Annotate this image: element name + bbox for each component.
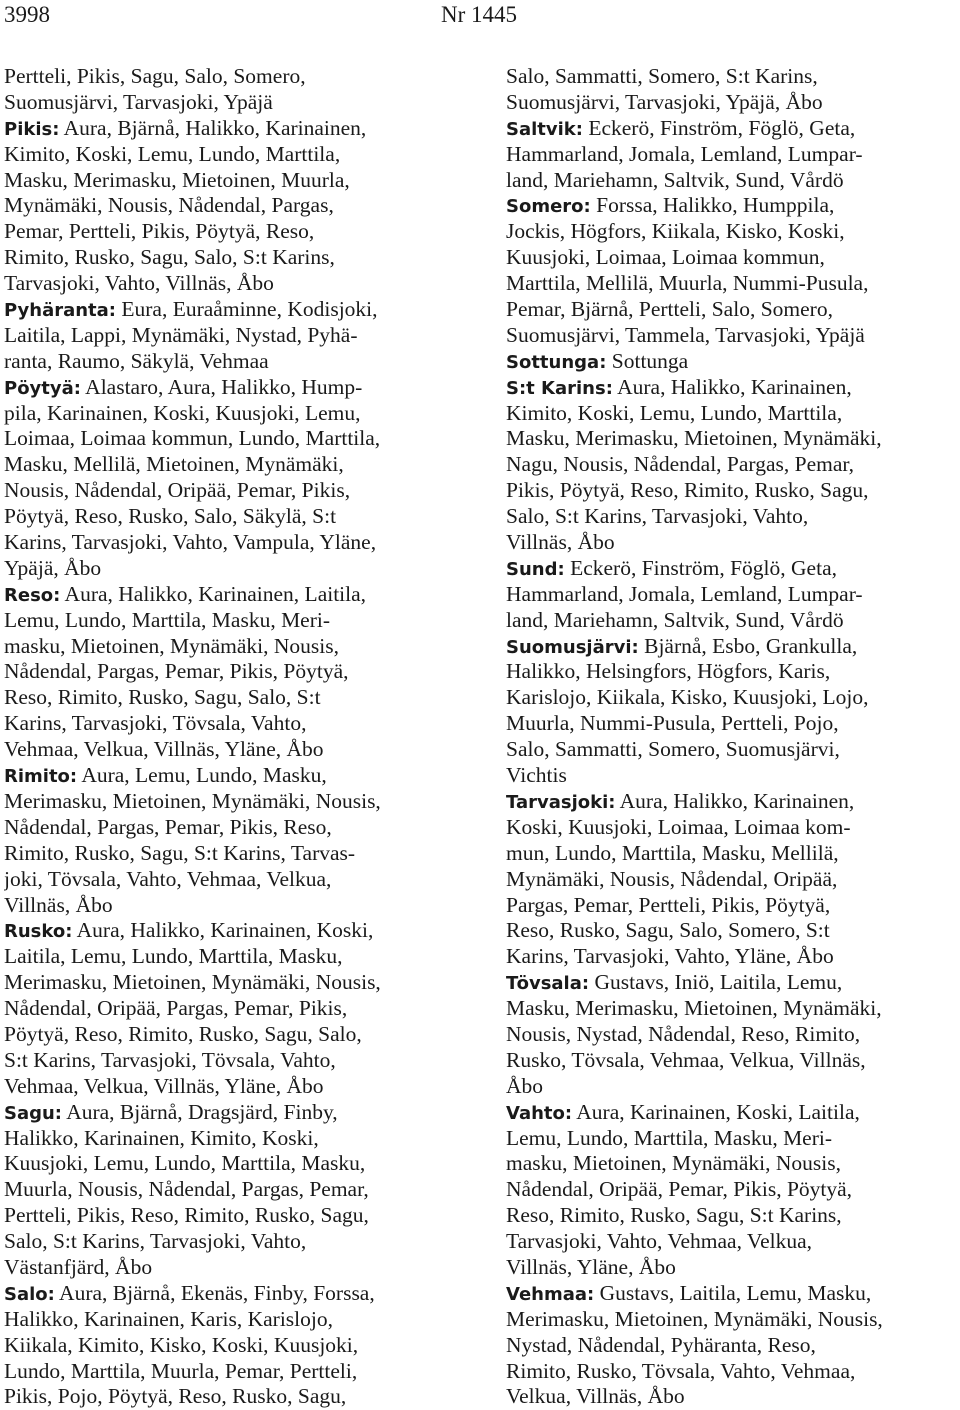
text-line	[4, 1281, 466, 1307]
entry-text: Masku, Merimasku, Mietoinen, Muurla,	[4, 167, 350, 192]
text-line	[4, 401, 466, 427]
entry-text: Velkua, Villnäs, Åbo	[506, 1384, 685, 1409]
entry-text: Halikko, Karinainen, Karis, Karislojo,	[4, 1306, 333, 1331]
text-line	[506, 737, 960, 763]
text-line	[4, 711, 466, 737]
entry-text: Tarvasjoki, Vahto, Vehmaa, Velkua,	[506, 1229, 813, 1254]
text-line	[4, 323, 466, 349]
text-line	[4, 815, 466, 841]
text-line	[506, 1048, 960, 1074]
entry-text: Pikis, Pojo, Pöytyä, Reso, Rusko, Sagu,	[4, 1384, 347, 1409]
text-line	[4, 142, 466, 168]
entry-text: Vichtis	[506, 763, 567, 788]
entry-heading: S:t Karins:	[506, 377, 613, 399]
entry-heading: Tövsala:	[506, 973, 590, 995]
entry-text: Nystad, Nådendal, Pyhäranta, Reso,	[506, 1332, 816, 1357]
entry-heading: Reso:	[4, 584, 61, 606]
entry-text: Eckerö, Finström, Föglö, Geta,	[564, 555, 837, 580]
entry-text: Nousis, Nådendal, Oripää, Pemar, Pikis,	[4, 478, 351, 503]
text-line	[4, 867, 466, 893]
entry-text: Muurla, Nousis, Nådendal, Pargas, Pemar,	[4, 1177, 369, 1202]
entry-text: mun, Lundo, Marttila, Masku, Mellilä,	[506, 840, 839, 865]
text-line	[506, 867, 960, 893]
text-line	[4, 763, 466, 789]
entry-heading: Vahto:	[506, 1102, 573, 1124]
text-line	[506, 789, 960, 815]
entry-text: Merimasku, Mietoinen, Mynämäki, Nousis,	[506, 1306, 883, 1331]
text-line	[506, 918, 960, 944]
text-line	[506, 944, 960, 970]
text-line	[4, 168, 466, 194]
entry-heading: Saltvik:	[506, 118, 583, 140]
entry-text: Laitila, Lemu, Lundo, Marttila, Masku,	[4, 944, 343, 969]
entry-text: Salo, Sammatti, Somero, S:t Karins,	[506, 64, 818, 88]
text-line	[506, 763, 960, 789]
text-line	[506, 90, 960, 116]
text-line	[506, 970, 960, 996]
entry-text: joki, Tövsala, Vahto, Vehmaa, Velkua,	[4, 866, 332, 891]
text-line	[506, 893, 960, 919]
entry-heading: Salo:	[4, 1283, 55, 1305]
entry-text: Kuusjoki, Loimaa, Loimaa kommun,	[506, 245, 825, 270]
text-line	[4, 1151, 466, 1177]
entry-text: Reso, Rimito, Rusko, Sagu, Salo, S:t	[4, 685, 321, 710]
entry-text: S:t Karins, Tarvasjoki, Tövsala, Vahto,	[4, 1047, 336, 1072]
entry-text: Rusko, Tövsala, Vehmaa, Velkua, Villnäs,	[506, 1047, 866, 1072]
text-line	[4, 1100, 466, 1126]
entry-text: Aura, Bjärnå, Halikko, Karinainen,	[59, 115, 367, 140]
entry-text: Villnäs, Åbo	[506, 530, 615, 555]
entry-text: land, Mariehamn, Saltvik, Sund, Vårdö	[506, 607, 844, 632]
text-line	[506, 271, 960, 297]
text-line	[4, 90, 466, 116]
entry-text: Lemu, Lundo, Marttila, Masku, Meri-	[506, 1125, 833, 1150]
entry-heading: Sund:	[506, 558, 565, 580]
text-line	[4, 634, 466, 660]
entry-text: Nådendal, Oripää, Pargas, Pemar, Pikis,	[4, 996, 348, 1021]
text-line	[4, 893, 466, 919]
entry-text: Merimasku, Mietoinen, Mynämäki, Nousis,	[4, 970, 381, 995]
entry-text: Pöytyä, Reso, Rimito, Rusko, Sagu, Salo,	[4, 1021, 362, 1046]
text-line	[506, 1281, 960, 1307]
text-line	[4, 1126, 466, 1152]
text-line	[506, 1307, 960, 1333]
text-line	[506, 349, 960, 375]
text-line	[506, 608, 960, 634]
text-line	[506, 1384, 960, 1410]
entry-text: Karins, Tarvasjoki, Tövsala, Vahto,	[4, 711, 307, 736]
entry-text: Nousis, Nystad, Nådendal, Reso, Rimito,	[506, 1021, 861, 1046]
entry-heading: Suomusjärvi:	[506, 636, 639, 658]
text-line	[4, 1255, 466, 1281]
entry-text: Karins, Tarvasjoki, Vahto, Yläne, Åbo	[506, 944, 834, 969]
text-line	[4, 1384, 466, 1410]
entry-text: Alastaro, Aura, Halikko, Hump-	[80, 374, 363, 399]
entry-text: masku, Mietoinen, Mynämäki, Nousis,	[4, 633, 340, 658]
entry-text: Mynämäki, Nousis, Nådendal, Oripää,	[506, 866, 838, 891]
entry-heading: Pöytyä:	[4, 377, 81, 399]
text-line	[4, 504, 466, 530]
entry-text: Suomusjärvi, Tammela, Tarvasjoki, Ypäjä	[506, 322, 865, 347]
entry-heading: Vehmaa:	[506, 1283, 595, 1305]
text-line	[4, 297, 466, 323]
text-line	[506, 1022, 960, 1048]
left-column	[4, 64, 466, 1410]
text-line	[4, 1177, 466, 1203]
entry-text: Pargas, Pemar, Pertteli, Pikis, Pöytyä,	[506, 892, 831, 917]
entry-text: Reso, Rimito, Rusko, Sagu, S:t Karins,	[506, 1203, 842, 1228]
entry-text: Pemar, Pertteli, Pikis, Pöytyä, Reso,	[4, 219, 315, 244]
text-line	[4, 659, 466, 685]
text-line	[4, 1359, 466, 1385]
text-line	[506, 478, 960, 504]
entry-text: Lundo, Marttila, Muurla, Pemar, Pertteli,	[4, 1358, 358, 1383]
text-line	[506, 841, 960, 867]
text-line	[506, 1177, 960, 1203]
text-line	[4, 789, 466, 815]
text-line	[4, 219, 466, 245]
entry-text: Aura, Halikko, Karinainen, Koski,	[72, 918, 374, 943]
text-line	[506, 1151, 960, 1177]
text-line	[506, 815, 960, 841]
entry-heading: Tarvasjoki:	[506, 791, 616, 813]
entry-text: Reso, Rusko, Sagu, Salo, Somero, S:t	[506, 918, 830, 943]
entry-text: Rimito, Rusko, Tövsala, Vahto, Vehmaa,	[506, 1358, 856, 1383]
text-line	[4, 478, 466, 504]
entry-text: Ypäjä, Åbo	[4, 555, 102, 580]
text-line	[4, 608, 466, 634]
page-header	[0, 0, 960, 40]
entry-text: Masku, Merimasku, Mietoinen, Mynämäki,	[506, 426, 882, 451]
text-line	[506, 996, 960, 1022]
text-line	[506, 219, 960, 245]
text-line	[4, 271, 466, 297]
text-line	[4, 970, 466, 996]
text-line	[4, 426, 466, 452]
entry-text: Jockis, Högfors, Kiikala, Kisko, Koski,	[506, 219, 845, 244]
entry-text: Eura, Euraåminne, Kodisjoki,	[116, 297, 378, 322]
text-line	[506, 193, 960, 219]
entry-text: Loimaa, Loimaa kommun, Lundo, Marttila,	[4, 426, 381, 451]
entry-text: masku, Mietoinen, Mynämäki, Nousis,	[506, 1151, 842, 1176]
entry-text: Nådendal, Oripää, Pemar, Pikis, Pöytyä,	[506, 1177, 853, 1202]
entry-text: Hammarland, Jomala, Lemland, Lumpar-	[506, 141, 863, 166]
entry-text: Villnäs, Yläne, Åbo	[506, 1254, 676, 1279]
entry-text: Halikko, Karinainen, Kimito, Koski,	[4, 1125, 319, 1150]
text-line	[506, 582, 960, 608]
entry-text: Nagu, Nousis, Nådendal, Pargas, Pemar,	[506, 452, 855, 477]
page-number: 3998	[4, 2, 50, 27]
entry-text: Rimito, Rusko, Sagu, S:t Karins, Tarvas-	[4, 840, 356, 865]
text-line	[506, 1100, 960, 1126]
entry-text: Aura, Lemu, Lundo, Masku,	[77, 763, 327, 788]
text-line	[506, 685, 960, 711]
text-line	[506, 142, 960, 168]
text-line	[506, 297, 960, 323]
text-line	[506, 659, 960, 685]
text-line	[4, 1048, 466, 1074]
entry-heading: Rusko:	[4, 921, 73, 943]
entry-text: Aura, Halikko, Karinainen,	[615, 788, 855, 813]
text-line	[4, 349, 466, 375]
text-line	[4, 582, 466, 608]
entry-heading: Rimito:	[4, 766, 78, 788]
entry-text: Bjärnå, Esbo, Grankulla,	[638, 633, 858, 658]
text-line	[506, 452, 960, 478]
entry-text: Mynämäki, Nousis, Nådendal, Pargas,	[4, 193, 334, 218]
entry-text: Forssa, Halikko, Humppila,	[590, 193, 835, 218]
entry-text: land, Mariehamn, Saltvik, Sund, Vårdö	[506, 167, 844, 192]
text-line	[4, 64, 466, 90]
entry-text: Koski, Kuusjoki, Loimaa, Loimaa kom-	[506, 814, 851, 839]
text-line	[4, 245, 466, 271]
entry-text: Aura, Karinainen, Koski, Laitila,	[572, 1099, 860, 1124]
entry-text: Karins, Tarvasjoki, Vahto, Vampula, Yläne,	[4, 530, 377, 555]
text-line	[506, 1203, 960, 1229]
entry-text: Åbo	[506, 1073, 544, 1098]
entry-text: Salo, Sammatti, Somero, Suomusjärvi,	[506, 737, 840, 762]
entry-text: Eckerö, Finström, Föglö, Geta,	[582, 115, 856, 140]
entry-text: Aura, Bjärnå, Ekenäs, Finby, Forssa,	[54, 1280, 375, 1305]
entry-heading: Pyhäranta:	[4, 300, 117, 322]
text-line	[506, 323, 960, 349]
text-line	[506, 245, 960, 271]
entry-text: Nådendal, Pargas, Pemar, Pikis, Reso,	[4, 814, 332, 839]
entry-text: Salo, S:t Karins, Tarvasjoki, Vahto,	[4, 1229, 307, 1254]
text-line	[4, 1333, 466, 1359]
text-line	[506, 426, 960, 452]
text-line	[4, 193, 466, 219]
text-line	[4, 1307, 466, 1333]
entry-text: Halikko, Helsingfors, Högfors, Karis,	[506, 659, 831, 684]
text-line	[4, 1229, 466, 1255]
entry-text: Laitila, Lappi, Mynämäki, Nystad, Pyhä-	[4, 322, 358, 347]
text-line	[4, 918, 466, 944]
entry-text: Pöytyä, Reso, Rusko, Salo, Säkylä, S:t	[4, 504, 337, 529]
text-line	[4, 1074, 466, 1100]
text-line	[506, 64, 960, 90]
entry-text: Masku, Mellilä, Mietoinen, Mynämäki,	[4, 452, 344, 477]
entry-text: Västanfjärd, Åbo	[4, 1254, 153, 1279]
text-line	[4, 737, 466, 763]
text-line	[4, 375, 466, 401]
text-line	[4, 996, 466, 1022]
entry-heading: Pikis:	[4, 118, 60, 140]
text-line	[4, 556, 466, 582]
text-line	[506, 634, 960, 660]
entry-text: Masku, Merimasku, Mietoinen, Mynämäki,	[506, 996, 882, 1021]
entry-text: Vehmaa, Velkua, Villnäs, Yläne, Åbo	[4, 737, 324, 762]
text-line	[506, 116, 960, 142]
text-line	[506, 1126, 960, 1152]
text-line	[506, 401, 960, 427]
text-line	[506, 1255, 960, 1281]
text-line	[4, 1022, 466, 1048]
entry-text: Sottunga	[606, 348, 689, 373]
text-line	[4, 1203, 466, 1229]
text-line	[4, 841, 466, 867]
entry-text: Pertteli, Pikis, Reso, Rimito, Rusko, Sagu,	[4, 1203, 369, 1228]
entry-text: Gustavs, Iniö, Laitila, Lemu,	[589, 970, 843, 995]
entry-text: Suomusjärvi, Tarvasjoki, Ypäjä, Åbo	[506, 89, 823, 114]
text-line	[4, 685, 466, 711]
entry-text: Nådendal, Pargas, Pemar, Pikis, Pöytyä,	[4, 659, 349, 684]
entry-text: Tarvasjoki, Vahto, Villnäs, Åbo	[4, 271, 274, 296]
entry-text: Kimito, Koski, Lemu, Lundo, Marttila,	[506, 400, 843, 425]
entry-text: Villnäs, Åbo	[4, 892, 113, 917]
entry-text: Merimasku, Mietoinen, Mynämäki, Nousis,	[4, 788, 381, 813]
entry-text: Gustavs, Laitila, Lemu, Masku,	[594, 1280, 872, 1305]
entry-text: Vehmaa, Velkua, Villnäs, Yläne, Åbo	[4, 1073, 324, 1098]
entry-text: Karislojo, Kiikala, Kisko, Kuusjoki, Lojo,	[506, 685, 869, 710]
entry-text: Suomusjärvi, Tarvasjoki, Ypäjä	[4, 89, 273, 114]
entry-text: ranta, Raumo, Säkylä, Vehmaa	[4, 348, 269, 373]
text-line	[506, 504, 960, 530]
text-line	[4, 944, 466, 970]
text-line	[4, 116, 466, 142]
entry-text: pila, Karinainen, Koski, Kuusjoki, Lemu,	[4, 400, 361, 425]
right-column	[506, 64, 960, 1410]
entry-text: Pertteli, Pikis, Sagu, Salo, Somero,	[4, 64, 306, 88]
text-line	[506, 530, 960, 556]
entry-text: Aura, Halikko, Karinainen,	[612, 374, 852, 399]
entry-text: Pemar, Bjärnå, Pertteli, Salo, Somero,	[506, 297, 833, 322]
text-line	[506, 1333, 960, 1359]
text-line	[506, 1359, 960, 1385]
entry-heading: Somero:	[506, 196, 591, 218]
text-line	[4, 530, 466, 556]
entry-text: Kiikala, Kimito, Kisko, Koski, Kuusjoki,	[4, 1332, 359, 1357]
entry-text: Kimito, Koski, Lemu, Lundo, Marttila,	[4, 141, 341, 166]
text-line	[506, 556, 960, 582]
entry-heading: Sagu:	[4, 1102, 63, 1124]
entry-text: Kuusjoki, Lemu, Lundo, Marttila, Masku,	[4, 1151, 366, 1176]
entry-text: Salo, S:t Karins, Tarvasjoki, Vahto,	[506, 504, 809, 529]
text-line	[506, 1229, 960, 1255]
text-line	[506, 1074, 960, 1100]
text-line	[506, 168, 960, 194]
entry-text: Muurla, Nummi-Pusula, Pertteli, Pojo,	[506, 711, 839, 736]
entry-text: Aura, Bjärnå, Dragsjärd, Finby,	[62, 1099, 338, 1124]
entry-text: Lemu, Lundo, Marttila, Masku, Meri-	[4, 607, 331, 632]
entry-text: Aura, Halikko, Karinainen, Laitila,	[60, 581, 367, 606]
text-line	[506, 711, 960, 737]
entry-heading: Sottunga:	[506, 351, 607, 373]
entry-text: Marttila, Mellilä, Muurla, Nummi-Pusula,	[506, 271, 869, 296]
text-line	[4, 452, 466, 478]
entry-text: Hammarland, Jomala, Lemland, Lumpar-	[506, 581, 863, 606]
text-line	[506, 375, 960, 401]
entry-text: Pikis, Pöytyä, Reso, Rimito, Rusko, Sagu,	[506, 478, 869, 503]
entry-text: Rimito, Rusko, Sagu, Salo, S:t Karins,	[4, 245, 335, 270]
issue-number: Nr 1445	[441, 2, 518, 27]
